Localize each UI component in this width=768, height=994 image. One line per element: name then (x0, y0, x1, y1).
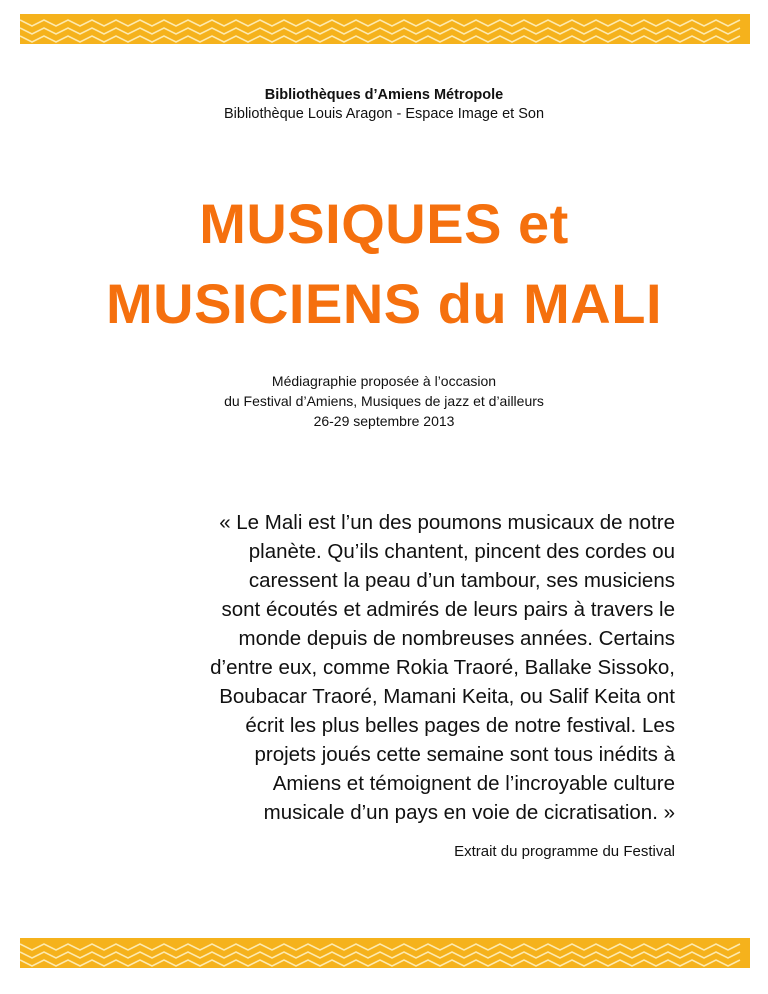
library-header (0, 86, 768, 124)
festival-quote (120, 508, 675, 827)
quote-line: projets joués cette semaine sont tous inédits à (254, 743, 675, 766)
quote-line: sont écoutés et admirés de leurs pairs à travers le (221, 598, 675, 621)
quote-line: monde depuis de nombreuses années. Certains (238, 627, 675, 650)
zigzag-pattern-bottom (20, 938, 750, 968)
quote-line: écrit les plus belles pages de notre festival. Les (245, 714, 675, 737)
library-branch-name: Bibliothèque Louis Aragon - Espace Image et Son (223, 106, 545, 122)
quote-line: d’entre eux, comme Rokia Traoré, Ballake Sissoko, (210, 656, 675, 679)
decorative-zigzag-band-bottom (20, 938, 750, 968)
quote-line: caressent la peau d’un tambour, ses musiciens (248, 569, 675, 592)
document-subtitle (0, 371, 768, 431)
quote-attribution: Extrait du programme du Festival (454, 843, 675, 860)
quote-line: musicale d’un pays en voie de cicratisation. » (263, 801, 675, 824)
quote-line: planète. Qu’ils chantent, pincent des cordes ou (248, 540, 675, 563)
subtitle-line-3: 26-29 septembre 2013 (313, 413, 455, 429)
quote-line: Amiens et témoignent de l’incroyable culture (272, 772, 675, 795)
document-title (0, 184, 768, 344)
zigzag-pattern-top (20, 14, 750, 44)
subtitle-line-1: Médiagraphie proposée à l’occasion (271, 373, 497, 389)
library-network-name: Bibliothèques d’Amiens Métropole (264, 87, 504, 103)
subtitle-line-2: du Festival d’Amiens, Musiques de jazz et d’ailleurs (224, 393, 544, 409)
quote-line: Boubacar Traoré, Mamani Keita, ou Salif Keita ont (219, 685, 675, 708)
title-line-2: MUSICIENS du MALI (105, 272, 663, 335)
decorative-zigzag-band-top (20, 14, 750, 44)
quote-line: « Le Mali est l’un des poumons musicaux de notre (219, 511, 675, 534)
title-line-1: MUSIQUES et (199, 192, 569, 255)
